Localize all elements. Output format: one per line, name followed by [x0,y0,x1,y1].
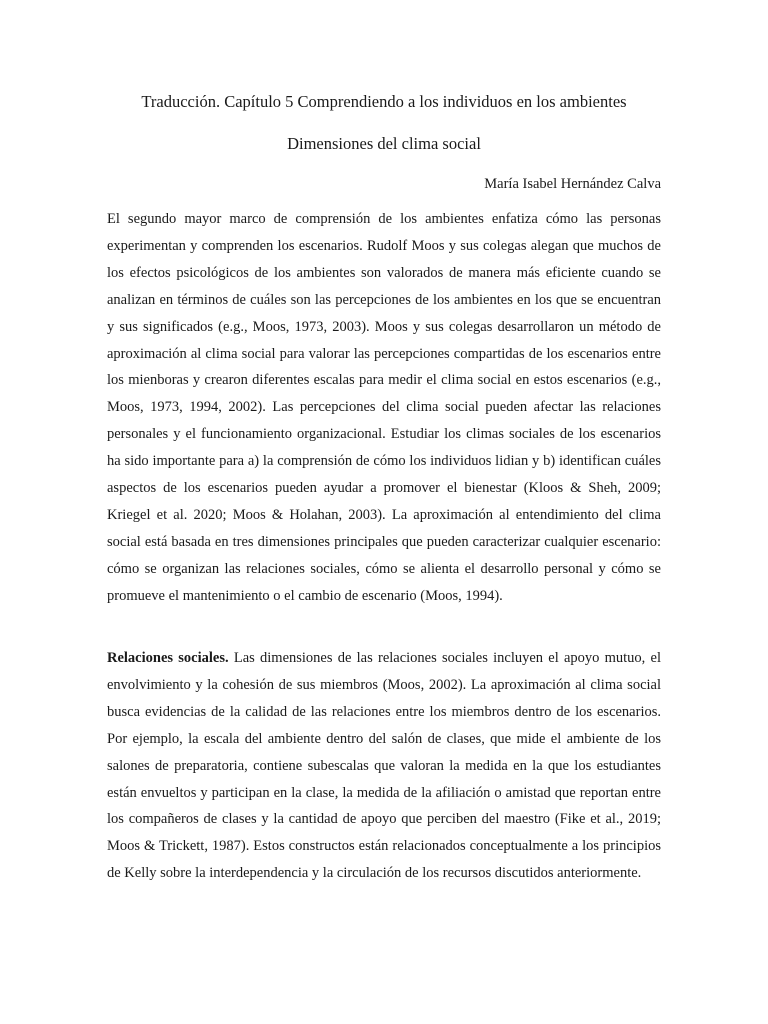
paragraph-social-relations-text: Las dimensiones de las relaciones sociales incluyen el apoyo mutuo, el envolvimiento y la cohesión de sus miembros (Moos, 2002). La aproximación al clima social busca evidencias de la calidad de las relaciones entre los miembros dentro de los escenarios. Por ejemplo, la escala del ambiente dentro del salón de clases, que mide el ambiente de los salones de preparatoria, contiene subescalas que valoran la medida en la que los estudiantes están envueltos y participan en la clase, la medida de la afiliación o amistad que reportan entre los compañeros de clases y la cantidad de apoyo que perciben del maestro (Fike et al., 2019; Moos & Trickett, 1987). Estos constructos están relacionados conceptualmente a los principios de Kelly sobre la interdependencia y la circulación de los recursos discutidos anteriormente. [107,650,662,882]
paragraph-intro-text: El segundo mayor marco de comprensión de los ambientes enfatiza cómo las personas experimentan y comprenden los escenarios. Rudolf Moos y sus colegas alegan que muchos de los efectos psicológicos de los ambientes son valorados de manera más eficiente cuando se analizan en términos de cuáles son las percepciones de los ambientes en los que se encuentran y sus significados (e.g., Moos, 1973, 2003). Moos y sus colegas desarrollaron un método de aproximación al clima social para valorar las percepciones compartidas de los escenarios entre los mienboras y crearon diferentes escalas para medir el clima social en estos escenarios (e.g., Moos, 1973, 1994, 2002). Las percepciones del clima social pueden afectar las relaciones personales y el funcionamiento organizacional. Estudiar los climas sociales de los escenarios ha sido importante para a) la comprensión de cómo los individuos lidian y b) identifican cuáles aspectos de los escenarios pueden ayudar a promover el bienestar (Kloos & Sheh, 2009; Kriegel et al. 2020; Moos & Holahan, 2003). La aproximación al entendimiento del clima social está basada en tres dimensiones principales que pueden caracterizar cualquier escenario: cómo se organizan las relaciones sociales, cómo se alienta el desarrollo personal y cómo se promueve el mantenimiento o el cambio de escenario (Moos, 1994). [107,211,661,604]
paragraph-intro [107,206,661,610]
document-subtitle: Dimensiones del clima social [287,134,481,153]
document-title: Traducción. Capítulo 5 Comprendiendo a los individuos en los ambientes [141,92,627,111]
author-name: María Isabel Hernández Calva [484,176,661,192]
section-heading-social-relations: Relaciones sociales. [107,650,229,666]
paragraph-social-relations [107,645,661,887]
